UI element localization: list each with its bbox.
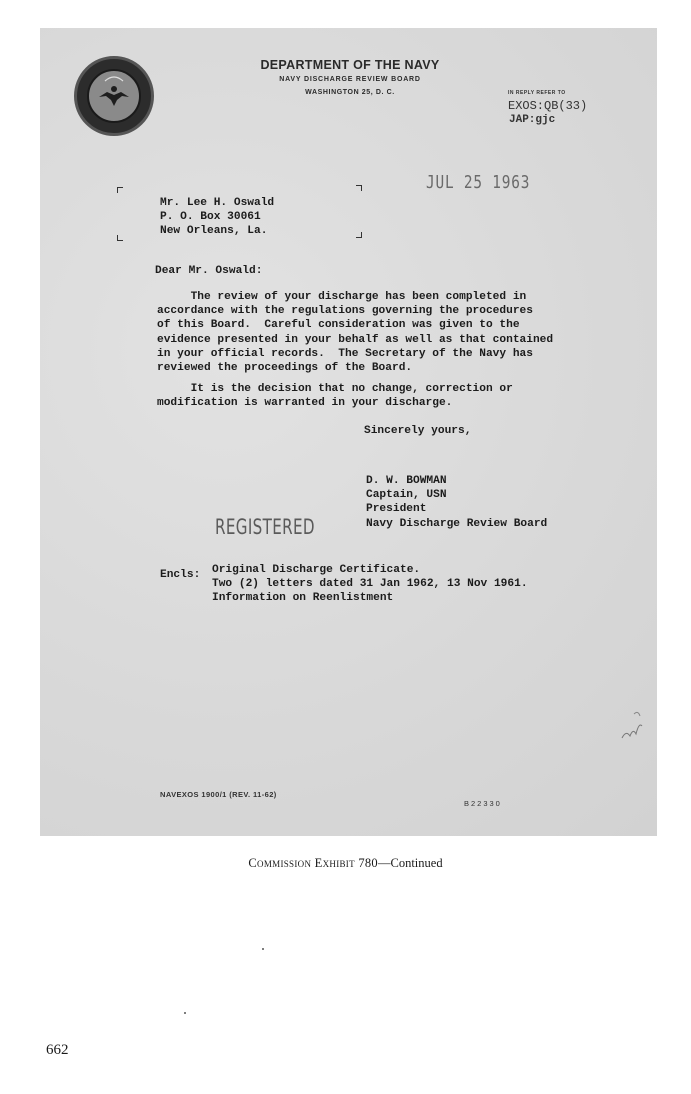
enclosures-label: Encls: bbox=[160, 569, 201, 581]
navy-seal-icon bbox=[74, 56, 154, 136]
speck bbox=[184, 1012, 186, 1014]
address-line: New Orleans, La. bbox=[160, 225, 268, 238]
body-line: evidence presented in your behalf as well as that contained bbox=[157, 333, 554, 346]
closing: Sincerely yours, bbox=[364, 425, 472, 437]
pencil-mark-icon bbox=[618, 708, 648, 748]
registered-stamp: REGISTERED bbox=[215, 515, 315, 539]
address-line: Mr. Lee H. Oswald bbox=[160, 197, 275, 209]
exhibit-caption bbox=[0, 856, 691, 871]
reply-reference: EXOS:QB(33) bbox=[508, 99, 588, 113]
signer-rank: Captain, USN bbox=[366, 489, 447, 502]
body-line: accordance with the regulations governing the procedures bbox=[157, 305, 533, 318]
enclosures-list bbox=[212, 563, 528, 606]
exhibit-title: Commission Exhibit 780 bbox=[248, 856, 378, 870]
signer-office: Navy Discharge Review Board bbox=[366, 517, 548, 530]
page-number: 662 bbox=[46, 1042, 69, 1058]
body-line: It is the decision that no change, correction or bbox=[157, 383, 513, 395]
salutation: Dear Mr. Oswald: bbox=[155, 265, 263, 277]
signer-name: D. W. BOWMAN bbox=[366, 475, 447, 487]
location-heading: WASHINGTON 25, D. C. bbox=[305, 89, 395, 96]
serial-number: B22330 bbox=[464, 799, 502, 808]
address-corner-mark bbox=[117, 235, 123, 241]
enclosure-item: Original Discharge Certificate. bbox=[212, 564, 421, 576]
body-line: reviewed the proceedings of the Board. bbox=[157, 362, 413, 375]
body-line: The review of your discharge has been completed in bbox=[157, 291, 527, 303]
body-paragraph-1 bbox=[157, 290, 553, 375]
department-heading: DEPARTMENT OF THE NAVY bbox=[260, 58, 440, 72]
board-heading: NAVY DISCHARGE REVIEW BOARD bbox=[279, 76, 421, 83]
letter-sheet bbox=[40, 28, 657, 836]
reply-initials: JAP:gjc bbox=[509, 114, 556, 126]
body-line: in your official records. The Secretary of the Navy has bbox=[157, 347, 533, 360]
signer-title: President bbox=[366, 503, 427, 516]
enclosure-item: Two (2) letters dated 31 Jan 1962, 13 Nov 1961. bbox=[212, 578, 528, 591]
address-corner-mark bbox=[356, 185, 362, 191]
date-stamp: JUL 25 1963 bbox=[426, 172, 531, 193]
reply-label: IN REPLY REFER TO bbox=[508, 90, 566, 96]
body-paragraph-2 bbox=[157, 382, 513, 410]
address-corner-mark bbox=[356, 232, 362, 238]
body-line: of this Board. Careful consideration was given to the bbox=[157, 319, 520, 332]
address-line: P. O. Box 30061 bbox=[160, 211, 261, 224]
exhibit-suffix: —Continued bbox=[377, 856, 443, 870]
body-line: modification is warranted in your discharge. bbox=[157, 397, 453, 410]
signature-block bbox=[366, 474, 547, 531]
enclosure-item: Information on Reenlistment bbox=[212, 592, 394, 605]
form-number: NAVEXOS 1900/1 (REV. 11-62) bbox=[160, 790, 277, 799]
recipient-address bbox=[160, 196, 274, 239]
address-corner-mark bbox=[117, 187, 123, 193]
speck bbox=[262, 948, 264, 950]
